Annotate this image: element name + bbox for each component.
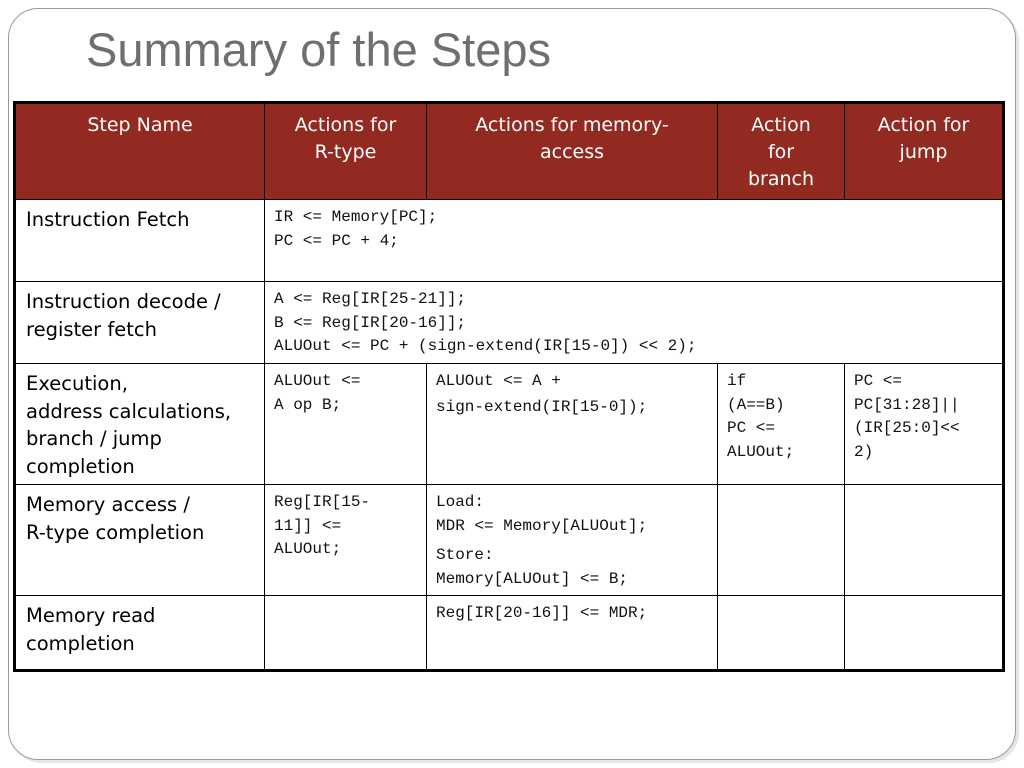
header-rtype: Actions for R-type (265, 103, 427, 200)
memread-branch-cell (718, 596, 845, 671)
execution-jump-cell: PC <= PC[31:28]|| (IR[25:0]<< 2) (845, 364, 1004, 485)
step-name-cell: Instruction decode / register fetch (15, 282, 265, 364)
row-instruction-decode (15, 282, 1004, 364)
header-step-name: Step Name (15, 103, 265, 200)
step-name-cell: Execution, address calculations, branch / jump completion (15, 364, 265, 485)
step-name-cell: Memory access / R-type completion (15, 485, 265, 596)
memaccess-branch-cell (718, 485, 845, 596)
decode-actions-cell (265, 282, 1004, 364)
code-line: sign-extend(IR[15-0]); (436, 397, 648, 416)
row-memory-read (15, 596, 1004, 671)
row-instruction-fetch (15, 200, 1004, 282)
step-name-cell: Memory read completion (15, 596, 265, 671)
execution-rtype-cell: ALUOut <= A op B; (265, 364, 427, 485)
header-memory-access: Actions for memory- access (427, 103, 718, 200)
steps-table (13, 101, 1005, 672)
memaccess-memory-cell (427, 485, 718, 596)
row-memory-access (15, 485, 1004, 596)
slide-title: Summary of the Steps (86, 23, 551, 76)
memaccess-jump-cell (845, 485, 1004, 596)
code-line: IR <= Memory[PC]; (274, 208, 438, 226)
load-code: Load: MDR <= Memory[ALUOut]; (436, 493, 648, 535)
store-code: Store: Memory[ALUOut] <= B; (436, 546, 629, 588)
code-line: PC <= PC + 4; (274, 231, 399, 250)
code-line: ALUOut <= A + (436, 372, 561, 390)
memread-memory-cell: Reg[IR[20-16]] <= MDR; (427, 596, 718, 671)
memread-jump-cell (845, 596, 1004, 671)
execution-memory-cell (427, 364, 718, 485)
code-line: A <= Reg[IR[25-21]]; (274, 290, 467, 308)
code-line: B <= Reg[IR[20-16]]; (274, 313, 467, 332)
step-name-cell: Instruction Fetch (15, 200, 265, 282)
execution-branch-cell: if (A==B) PC <= ALUOut; (718, 364, 845, 485)
memread-rtype-cell (265, 596, 427, 671)
header-jump: Action for jump (845, 103, 1004, 200)
header-row (15, 103, 1004, 200)
fetch-actions-cell (265, 200, 1004, 282)
code-line: ALUOut <= PC + (sign-extend(IR[15-0]) << 2); (274, 337, 697, 355)
header-branch: Action for branch (718, 103, 845, 200)
memaccess-rtype-cell: Reg[IR[15- 11]] <= ALUOut; (265, 485, 427, 596)
row-execution (15, 364, 1004, 485)
